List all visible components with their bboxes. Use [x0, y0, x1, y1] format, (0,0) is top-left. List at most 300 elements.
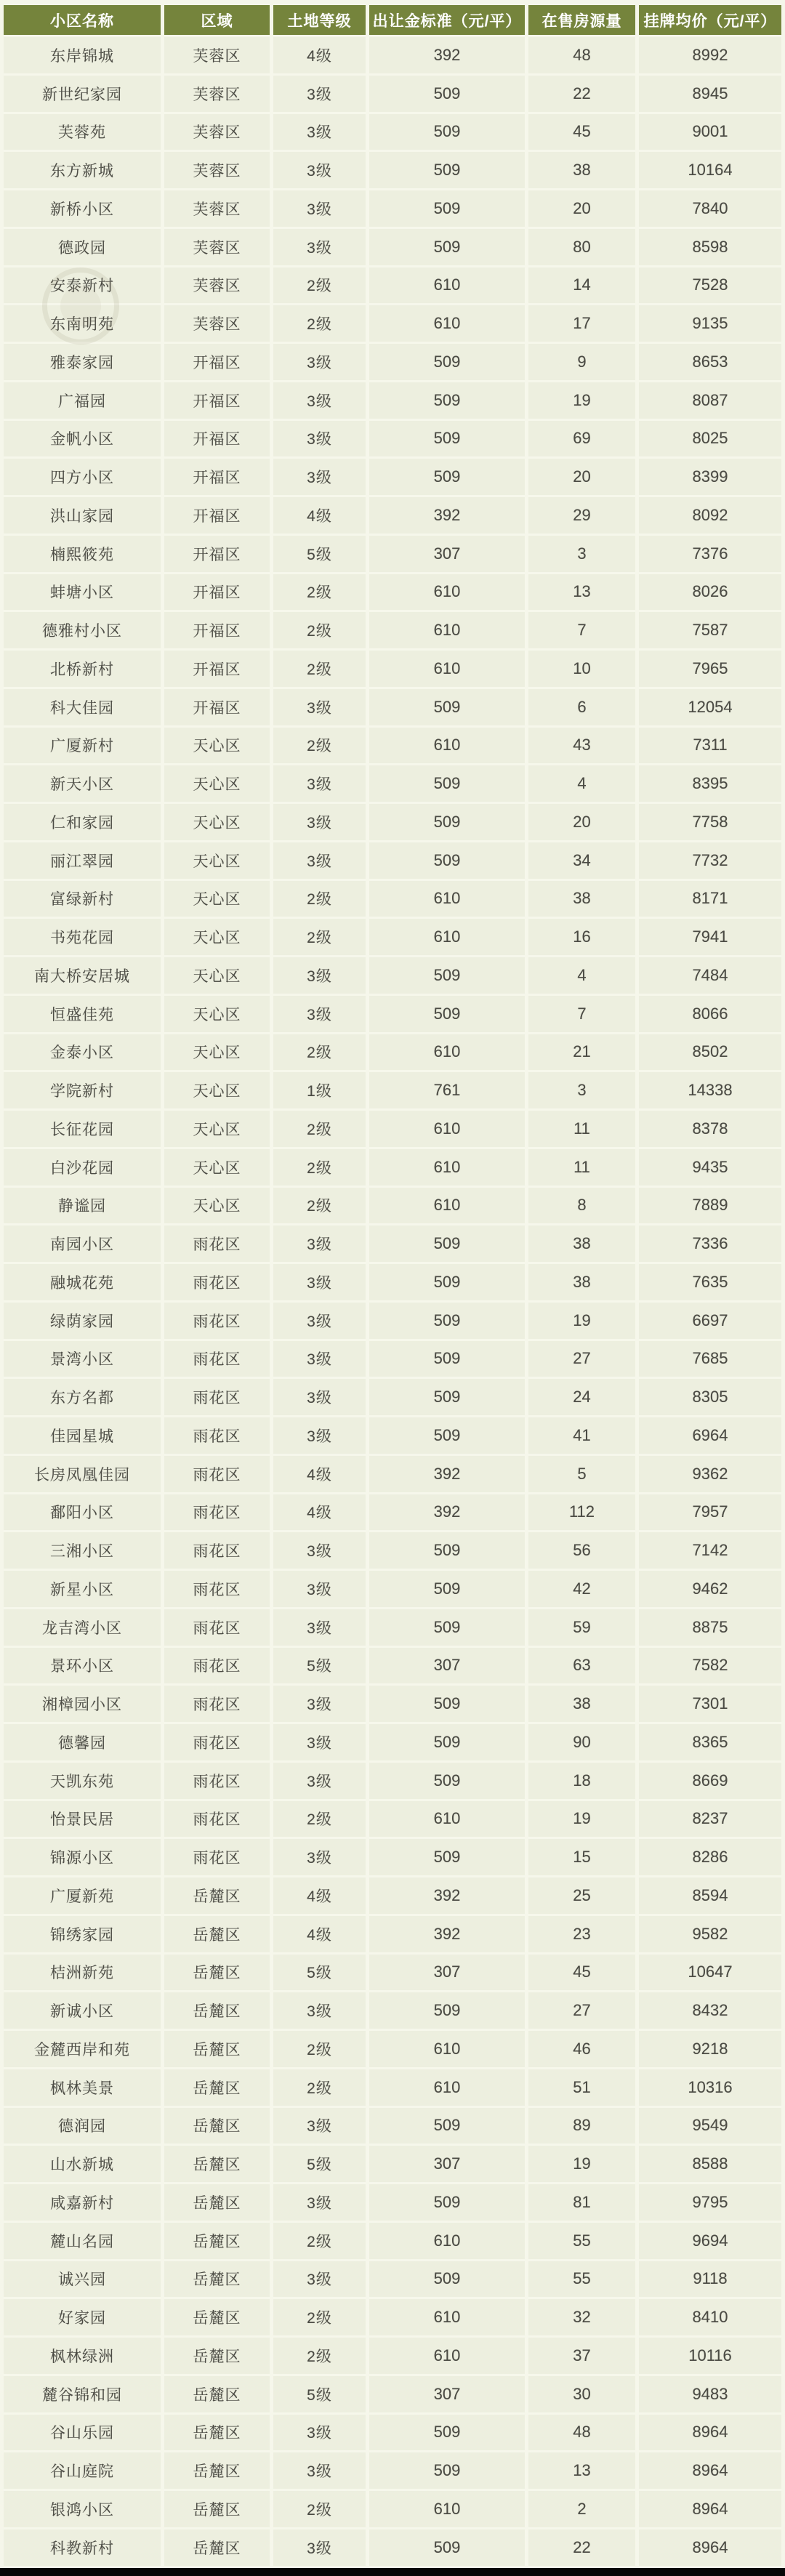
cell-avg-price: 8237 [639, 1801, 781, 1838]
cell-district: 开福区 [164, 497, 273, 534]
table-row [4, 1839, 781, 1877]
cell-community-name: 恒盛佳苑 [4, 996, 164, 1032]
cell-district: 雨花区 [164, 1417, 273, 1454]
cell-transfer-fee: 610 [369, 267, 528, 304]
cell-transfer-fee: 307 [369, 536, 528, 572]
cell-community-name: 广厦新村 [4, 728, 164, 764]
table-row [4, 1648, 781, 1686]
table-row [4, 536, 781, 574]
table-row [4, 459, 781, 497]
table-row [4, 1992, 781, 2031]
cell-district: 芙蓉区 [164, 267, 273, 304]
cell-listings-count: 112 [528, 1494, 639, 1531]
cell-community-name: 龙吉湾小区 [4, 1609, 164, 1646]
cell-district: 芙蓉区 [164, 37, 273, 73]
cell-avg-price: 9218 [639, 2031, 781, 2067]
cell-community-name: 东方名都 [4, 1379, 164, 1415]
cell-avg-price: 8992 [639, 37, 781, 73]
cell-land-grade: 3级 [273, 190, 369, 227]
cell-avg-price: 8588 [639, 2146, 781, 2182]
cell-land-grade: 2级 [273, 2338, 369, 2374]
cell-listings-count: 9 [528, 344, 639, 380]
cell-transfer-fee: 610 [369, 2223, 528, 2259]
table-row [4, 114, 781, 153]
cell-listings-count: 11 [528, 1111, 639, 1147]
cell-listings-count: 81 [528, 2184, 639, 2221]
cell-listings-count: 38 [528, 1264, 639, 1300]
cell-community-name: 德雅村小区 [4, 612, 164, 648]
cell-transfer-fee: 610 [369, 2491, 528, 2527]
cell-land-grade: 3级 [273, 2108, 369, 2144]
cell-avg-price: 9462 [639, 1571, 781, 1607]
cell-district: 天心区 [164, 881, 273, 917]
cell-district: 岳麓区 [164, 2529, 273, 2566]
cell-avg-price: 7336 [639, 1225, 781, 1262]
table-row [4, 1494, 781, 1533]
cell-district: 岳麓区 [164, 2146, 273, 2182]
cell-district: 开福区 [164, 344, 273, 380]
cell-land-grade: 2级 [273, 1801, 369, 1838]
cell-community-name: 学院新村 [4, 1072, 164, 1108]
cell-listings-count: 80 [528, 229, 639, 265]
cell-listings-count: 25 [528, 1877, 639, 1914]
cell-listings-count: 46 [528, 2031, 639, 2067]
cell-listings-count: 22 [528, 76, 639, 112]
cell-land-grade: 3级 [273, 76, 369, 112]
cell-transfer-fee: 509 [369, 152, 528, 188]
cell-district: 雨花区 [164, 1303, 273, 1339]
cell-listings-count: 90 [528, 1724, 639, 1760]
cell-avg-price: 8286 [639, 1839, 781, 1875]
cell-avg-price: 12054 [639, 689, 781, 725]
cell-land-grade: 2级 [273, 2223, 369, 2259]
cell-transfer-fee: 509 [369, 765, 528, 802]
cell-district: 开福区 [164, 382, 273, 419]
cell-district: 岳麓区 [164, 2031, 273, 2067]
cell-community-name: 长房凤凰佳园 [4, 1456, 164, 1492]
cell-transfer-fee: 509 [369, 842, 528, 879]
cell-avg-price: 8669 [639, 1763, 781, 1799]
cell-transfer-fee: 509 [369, 382, 528, 419]
cell-avg-price: 7311 [639, 728, 781, 764]
table-row [4, 76, 781, 114]
cell-land-grade: 2级 [273, 1111, 369, 1147]
cell-transfer-fee: 610 [369, 1034, 528, 1071]
bottom-bar [0, 2568, 785, 2576]
cell-listings-count: 29 [528, 497, 639, 534]
cell-transfer-fee: 610 [369, 2299, 528, 2335]
cell-transfer-fee: 392 [369, 497, 528, 534]
cell-listings-count: 34 [528, 842, 639, 879]
cell-district: 雨花区 [164, 1724, 273, 1760]
cell-community-name: 枫林绿洲 [4, 2338, 164, 2374]
cell-transfer-fee: 509 [369, 689, 528, 725]
cell-transfer-fee: 610 [369, 612, 528, 648]
cell-district: 芙蓉区 [164, 305, 273, 342]
cell-listings-count: 37 [528, 2338, 639, 2374]
cell-listings-count: 59 [528, 1609, 639, 1646]
cell-transfer-fee: 509 [369, 114, 528, 150]
cell-listings-count: 19 [528, 1303, 639, 1339]
cell-land-grade: 3级 [273, 229, 369, 265]
table-row [4, 2529, 781, 2568]
table-row [4, 1303, 781, 1341]
cell-land-grade: 2级 [273, 881, 369, 917]
cell-transfer-fee: 509 [369, 2108, 528, 2144]
cell-district: 雨花区 [164, 1648, 273, 1684]
cell-transfer-fee: 610 [369, 881, 528, 917]
table-row [4, 497, 781, 536]
cell-avg-price: 8395 [639, 765, 781, 802]
cell-land-grade: 3级 [273, 957, 369, 994]
cell-community-name: 鄱阳小区 [4, 1494, 164, 1531]
cell-transfer-fee: 509 [369, 2261, 528, 2298]
cell-land-grade: 5级 [273, 2376, 369, 2412]
table-row [4, 2031, 781, 2069]
cell-listings-count: 20 [528, 190, 639, 227]
cell-avg-price: 10164 [639, 152, 781, 188]
cell-transfer-fee: 307 [369, 1648, 528, 1684]
cell-avg-price: 7582 [639, 1648, 781, 1684]
cell-district: 天心区 [164, 996, 273, 1032]
table-row [4, 1686, 781, 1724]
cell-community-name: 金泰小区 [4, 1034, 164, 1071]
cell-land-grade: 2级 [273, 574, 369, 611]
cell-community-name: 洪山家园 [4, 497, 164, 534]
cell-transfer-fee: 509 [369, 1686, 528, 1722]
cell-community-name: 仁和家园 [4, 804, 164, 840]
cell-community-name: 东岸锦城 [4, 37, 164, 73]
table-row [4, 2146, 781, 2184]
cell-avg-price: 6964 [639, 1417, 781, 1454]
cell-avg-price: 8502 [639, 1034, 781, 1071]
cell-community-name: 新天小区 [4, 765, 164, 802]
cell-community-name: 丽江翠园 [4, 842, 164, 879]
cell-district: 天心区 [164, 1188, 273, 1224]
cell-transfer-fee: 610 [369, 574, 528, 611]
cell-listings-count: 42 [528, 1571, 639, 1607]
cell-avg-price: 9001 [639, 114, 781, 150]
table-row [4, 1609, 781, 1648]
cell-community-name: 怡景民居 [4, 1801, 164, 1838]
cell-land-grade: 3级 [273, 689, 369, 725]
cell-land-grade: 3级 [273, 804, 369, 840]
cell-land-grade: 5级 [273, 2146, 369, 2182]
cell-district: 岳麓区 [164, 2223, 273, 2259]
cell-community-name: 山水新城 [4, 2146, 164, 2182]
cell-land-grade: 5级 [273, 1648, 369, 1684]
cell-transfer-fee: 509 [369, 1225, 528, 1262]
cell-transfer-fee: 392 [369, 1877, 528, 1914]
cell-avg-price: 8410 [639, 2299, 781, 2335]
cell-land-grade: 3级 [273, 1303, 369, 1339]
cell-district: 开福区 [164, 574, 273, 611]
cell-land-grade: 3级 [273, 2415, 369, 2451]
cell-land-grade: 3级 [273, 344, 369, 380]
table-row [4, 651, 781, 689]
cell-transfer-fee: 307 [369, 1955, 528, 1991]
cell-transfer-fee: 610 [369, 728, 528, 764]
table-row [4, 267, 781, 306]
cell-avg-price: 8365 [639, 1724, 781, 1760]
table-row [4, 881, 781, 919]
cell-district: 岳麓区 [164, 1916, 273, 1952]
cell-transfer-fee: 307 [369, 2376, 528, 2412]
cell-transfer-fee: 509 [369, 421, 528, 457]
cell-district: 开福区 [164, 536, 273, 572]
table-row [4, 574, 781, 613]
cell-land-grade: 3级 [273, 996, 369, 1032]
cell-avg-price: 8026 [639, 574, 781, 611]
cell-listings-count: 17 [528, 305, 639, 342]
table-row [4, 344, 781, 382]
cell-transfer-fee: 509 [369, 1303, 528, 1339]
cell-land-grade: 3级 [273, 1571, 369, 1607]
table-row [4, 1225, 781, 1264]
cell-listings-count: 20 [528, 804, 639, 840]
cell-land-grade: 3级 [273, 382, 369, 419]
cell-community-name: 谷山庭院 [4, 2452, 164, 2489]
cell-transfer-fee: 509 [369, 229, 528, 265]
cell-transfer-fee: 509 [369, 1379, 528, 1415]
cell-transfer-fee: 509 [369, 804, 528, 840]
cell-avg-price: 8066 [639, 996, 781, 1032]
cell-avg-price: 9694 [639, 2223, 781, 2259]
table-row [4, 382, 781, 421]
table-row [4, 1188, 781, 1226]
table-row [4, 305, 781, 344]
cell-land-grade: 3级 [273, 1264, 369, 1300]
cell-transfer-fee: 509 [369, 2415, 528, 2451]
cell-avg-price: 8653 [639, 344, 781, 380]
cell-transfer-fee: 509 [369, 1839, 528, 1875]
cell-community-name: 南园小区 [4, 1225, 164, 1262]
cell-listings-count: 48 [528, 2415, 639, 2451]
table-row [4, 421, 781, 459]
cell-avg-price: 7528 [639, 267, 781, 304]
cell-listings-count: 38 [528, 881, 639, 917]
cell-avg-price: 8025 [639, 421, 781, 457]
cell-community-name: 新桥小区 [4, 190, 164, 227]
cell-land-grade: 2级 [273, 1149, 369, 1186]
cell-land-grade: 2级 [273, 267, 369, 304]
cell-avg-price: 8964 [639, 2491, 781, 2527]
header-community-name: 小区名称 [4, 5, 164, 35]
cell-land-grade: 2级 [273, 728, 369, 764]
header-district: 区域 [164, 5, 273, 35]
cell-district: 芙蓉区 [164, 229, 273, 265]
cell-avg-price: 6697 [639, 1303, 781, 1339]
cell-district: 天心区 [164, 842, 273, 879]
cell-listings-count: 30 [528, 2376, 639, 2412]
cell-land-grade: 3级 [273, 114, 369, 150]
cell-avg-price: 8378 [639, 1111, 781, 1147]
cell-community-name: 景环小区 [4, 1648, 164, 1684]
cell-listings-count: 51 [528, 2069, 639, 2106]
cell-community-name: 蚌塘小区 [4, 574, 164, 611]
cell-community-name: 广福园 [4, 382, 164, 419]
table-row [4, 1916, 781, 1955]
cell-listings-count: 38 [528, 1225, 639, 1262]
cell-avg-price: 7587 [639, 612, 781, 648]
table-row [4, 1724, 781, 1763]
cell-district: 雨花区 [164, 1494, 273, 1531]
cell-transfer-fee: 509 [369, 344, 528, 380]
cell-district: 雨花区 [164, 1456, 273, 1492]
cell-listings-count: 4 [528, 765, 639, 802]
cell-listings-count: 55 [528, 2223, 639, 2259]
cell-listings-count: 45 [528, 114, 639, 150]
table-row [4, 1034, 781, 1073]
cell-listings-count: 56 [528, 1532, 639, 1569]
cell-transfer-fee: 610 [369, 651, 528, 687]
cell-transfer-fee: 509 [369, 1341, 528, 1377]
cell-listings-count: 19 [528, 382, 639, 419]
table-row [4, 2184, 781, 2223]
cell-transfer-fee: 610 [369, 1111, 528, 1147]
cell-land-grade: 3级 [273, 1532, 369, 1569]
cell-district: 雨花区 [164, 1839, 273, 1875]
cell-transfer-fee: 392 [369, 1494, 528, 1531]
cell-listings-count: 7 [528, 996, 639, 1032]
cell-community-name: 北桥新村 [4, 651, 164, 687]
cell-land-grade: 4级 [273, 1916, 369, 1952]
cell-listings-count: 45 [528, 1955, 639, 1991]
cell-community-name: 诚兴园 [4, 2261, 164, 2298]
cell-land-grade: 4级 [273, 37, 369, 73]
cell-avg-price: 8945 [639, 76, 781, 112]
table-row [4, 2299, 781, 2338]
cell-district: 开福区 [164, 689, 273, 725]
cell-listings-count: 23 [528, 1916, 639, 1952]
cell-community-name: 三湘小区 [4, 1532, 164, 1569]
cell-land-grade: 3级 [273, 765, 369, 802]
cell-district: 岳麓区 [164, 2108, 273, 2144]
cell-land-grade: 3级 [273, 1992, 369, 2029]
cell-avg-price: 7889 [639, 1188, 781, 1224]
cell-community-name: 新星小区 [4, 1571, 164, 1607]
table-row [4, 152, 781, 190]
header-listings-count: 在售房源量 [528, 5, 639, 35]
cell-community-name: 南大桥安居城 [4, 957, 164, 994]
cell-district: 雨花区 [164, 1341, 273, 1377]
table-row [4, 229, 781, 267]
cell-land-grade: 4级 [273, 1494, 369, 1531]
cell-community-name: 金帆小区 [4, 421, 164, 457]
cell-transfer-fee: 509 [369, 2184, 528, 2221]
cell-listings-count: 6 [528, 689, 639, 725]
cell-community-name: 德润园 [4, 2108, 164, 2144]
cell-listings-count: 10 [528, 651, 639, 687]
cell-land-grade: 3级 [273, 1341, 369, 1377]
cell-transfer-fee: 610 [369, 919, 528, 955]
cell-district: 天心区 [164, 1034, 273, 1071]
cell-listings-count: 7 [528, 612, 639, 648]
cell-land-grade: 4级 [273, 1456, 369, 1492]
cell-land-grade: 5级 [273, 1955, 369, 1991]
cell-transfer-fee: 509 [369, 1609, 528, 1646]
table-row [4, 1341, 781, 1380]
cell-land-grade: 2级 [273, 2299, 369, 2335]
cell-transfer-fee: 761 [369, 1072, 528, 1108]
cell-transfer-fee: 610 [369, 305, 528, 342]
cell-listings-count: 55 [528, 2261, 639, 2298]
cell-district: 天心区 [164, 957, 273, 994]
cell-listings-count: 3 [528, 536, 639, 572]
cell-avg-price: 7484 [639, 957, 781, 994]
cell-land-grade: 3级 [273, 459, 369, 495]
cell-transfer-fee: 509 [369, 459, 528, 495]
table-row [4, 2261, 781, 2300]
cell-avg-price: 8305 [639, 1379, 781, 1415]
cell-listings-count: 32 [528, 2299, 639, 2335]
table-row [4, 996, 781, 1034]
cell-community-name: 书苑花园 [4, 919, 164, 955]
table-row [4, 1955, 781, 1993]
cell-district: 岳麓区 [164, 1955, 273, 1991]
cell-avg-price: 8092 [639, 497, 781, 534]
cell-district: 开福区 [164, 459, 273, 495]
cell-transfer-fee: 509 [369, 1763, 528, 1799]
cell-avg-price: 9549 [639, 2108, 781, 2144]
cell-community-name: 科教新村 [4, 2529, 164, 2566]
cell-avg-price: 8598 [639, 229, 781, 265]
cell-transfer-fee: 509 [369, 1571, 528, 1607]
cell-transfer-fee: 509 [369, 1724, 528, 1760]
cell-avg-price: 7840 [639, 190, 781, 227]
cell-district: 雨花区 [164, 1571, 273, 1607]
cell-community-name: 白沙花园 [4, 1149, 164, 1186]
cell-community-name: 广厦新苑 [4, 1877, 164, 1914]
cell-district: 开福区 [164, 651, 273, 687]
table-row [4, 2491, 781, 2529]
table-row [4, 804, 781, 842]
cell-avg-price: 7376 [639, 536, 781, 572]
cell-transfer-fee: 307 [369, 2146, 528, 2182]
cell-avg-price: 8964 [639, 2452, 781, 2489]
cell-community-name: 德政园 [4, 229, 164, 265]
cell-community-name: 东方新城 [4, 152, 164, 188]
cell-listings-count: 16 [528, 919, 639, 955]
cell-community-name: 麓谷锦和园 [4, 2376, 164, 2412]
cell-district: 天心区 [164, 1072, 273, 1108]
cell-transfer-fee: 392 [369, 37, 528, 73]
cell-transfer-fee: 509 [369, 1264, 528, 1300]
cell-transfer-fee: 610 [369, 1188, 528, 1224]
cell-transfer-fee: 509 [369, 76, 528, 112]
cell-land-grade: 3级 [273, 2184, 369, 2221]
cell-listings-count: 15 [528, 1839, 639, 1875]
table-row [4, 2223, 781, 2261]
table-row [4, 919, 781, 957]
cell-land-grade: 3级 [273, 1609, 369, 1646]
cell-transfer-fee: 509 [369, 957, 528, 994]
cell-community-name: 东南明苑 [4, 305, 164, 342]
cell-transfer-fee: 610 [369, 1149, 528, 1186]
cell-land-grade: 3级 [273, 1225, 369, 1262]
cell-district: 雨花区 [164, 1686, 273, 1722]
cell-avg-price: 8087 [639, 382, 781, 419]
cell-land-grade: 2级 [273, 1188, 369, 1224]
cell-listings-count: 13 [528, 2452, 639, 2489]
cell-land-grade: 3级 [273, 842, 369, 879]
cell-community-name: 金麓西岸和苑 [4, 2031, 164, 2067]
cell-community-name: 锦源小区 [4, 1839, 164, 1875]
cell-land-grade: 2级 [273, 1034, 369, 1071]
table-row [4, 689, 781, 728]
cell-avg-price: 8432 [639, 1992, 781, 2029]
table-row [4, 1379, 781, 1417]
